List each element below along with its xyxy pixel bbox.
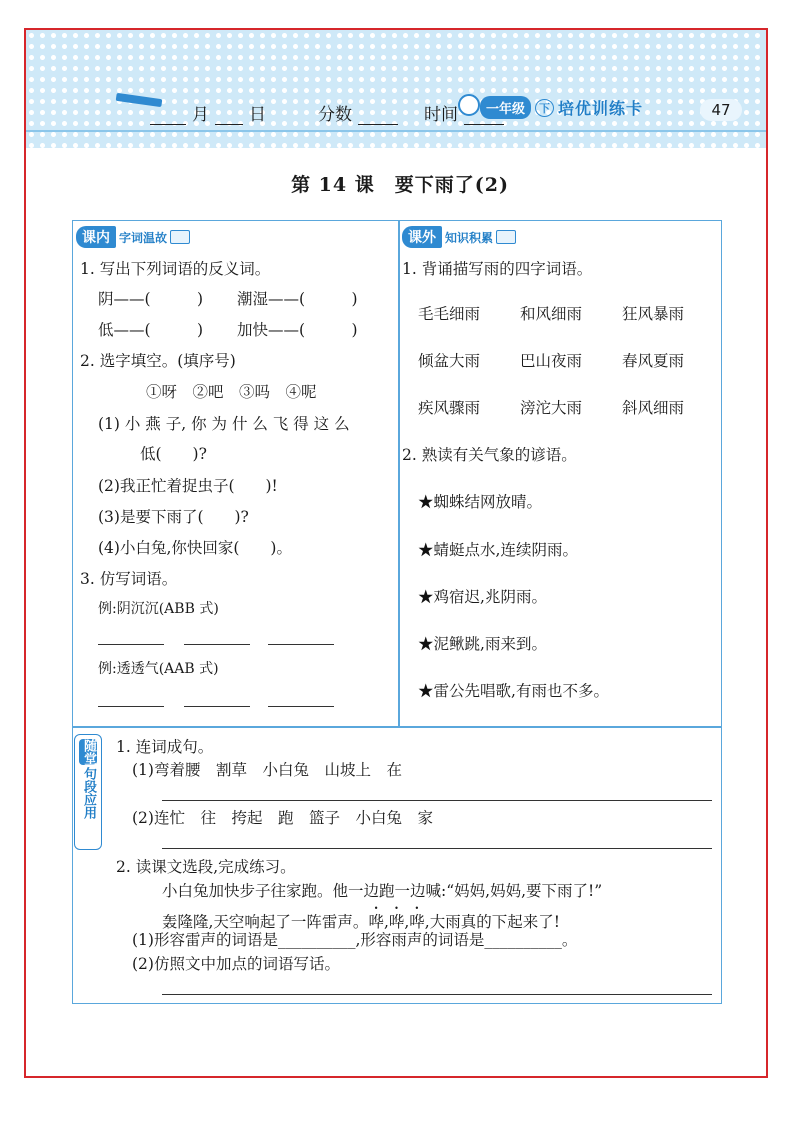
right-q2: 2. 熟读有关气象的谚语。	[402, 446, 577, 464]
q2-item-2: (2)我正忙着捉虫子( )!	[98, 477, 278, 495]
star-icon: ★	[418, 493, 434, 511]
passage-q1: (1)形容雷声的词语是__________,形容雨声的词语是__________。	[132, 931, 578, 949]
brand-title: 培优训练卡	[558, 99, 644, 118]
q2-item-1b: 低( )?	[140, 445, 207, 463]
answer-line[interactable]	[268, 644, 334, 645]
proverb: ★蜻蜓点水,连续阴雨。	[418, 541, 578, 559]
proverb: ★蜘蛛结网放晴。	[418, 493, 543, 511]
rain-word: 滂沱大雨	[520, 399, 583, 417]
rain-word: 毛毛细雨	[418, 305, 481, 323]
right-tag-text: 知识积累	[445, 230, 494, 245]
right-section-tag	[402, 226, 516, 248]
month-blank[interactable]	[150, 110, 186, 125]
left-tag-text: 字词温故	[119, 230, 168, 245]
rain-word: 和风细雨	[520, 305, 583, 323]
page-title: 第 14 课 要下雨了(2)	[291, 174, 509, 196]
left-tag: 课内	[76, 226, 116, 248]
month-label: 月	[192, 105, 209, 125]
day-label: 日	[249, 105, 266, 125]
passage-q2: (2)仿照文中加点的词语写话。	[132, 955, 340, 973]
rain-word: 巴山夜雨	[520, 352, 583, 370]
score-label: 分数	[318, 105, 352, 125]
q3-example-2: 例:透透气(AAB 式)	[98, 661, 219, 677]
q2-item-4: (4)小白兔,你快回家( )。	[98, 539, 292, 557]
answer-line[interactable]	[98, 706, 164, 707]
grade-badge: 一年级	[480, 96, 531, 119]
book-icon	[496, 230, 516, 244]
right-tag: 课外	[402, 226, 442, 248]
grade-sub: 下	[535, 99, 554, 117]
rain-word: 疾风骤雨	[418, 399, 481, 417]
antonym-2b: 加快——( )	[237, 321, 358, 339]
passage-line-2: 轰隆隆,天空响起了一阵雷声。哗,哗,哗,大雨真的下起来了!	[162, 913, 560, 931]
time-label: 时间	[424, 105, 458, 125]
left-q2: 2. 选字填空。(填序号)	[80, 352, 236, 370]
rain-word: 倾盆大雨	[418, 352, 481, 370]
answer-line[interactable]	[162, 994, 712, 995]
book-icon	[170, 230, 190, 244]
rain-word: 春风夏雨	[622, 352, 685, 370]
star-icon: ★	[418, 635, 434, 653]
answer-line[interactable]	[268, 706, 334, 707]
star-icon: ★	[418, 541, 434, 559]
q2-item-1: (1) 小 燕 子, 你 为 什 么 飞 得 这 么	[98, 415, 350, 433]
bottom-q2: 2. 读课文选段,完成练习。	[116, 858, 296, 876]
q3-example-1: 例:阴沉沉(ABB 式)	[98, 601, 219, 617]
proverb: ★泥鳅跳,雨来到。	[418, 635, 547, 653]
left-q1: 1. 写出下列词语的反义词。	[80, 260, 271, 278]
answer-line[interactable]	[184, 644, 250, 645]
sentence-item-2: (2)连忙 往 挎起 跑 篮子 小白兔 家	[132, 809, 433, 827]
proverb: ★鸡宿迟,兆阴雨。	[418, 588, 547, 606]
star-icon: ★	[418, 682, 434, 700]
antonym-1b: 潮湿——( )	[237, 290, 358, 308]
star-icon: ★	[418, 588, 434, 606]
rain-word: 狂风暴雨	[622, 305, 685, 323]
proverb: ★雷公先唱歌,有雨也不多。	[418, 682, 609, 700]
dotted-word: 哗,哗,哗	[368, 913, 425, 931]
left-section-tag	[76, 226, 190, 248]
rain-word: 斜风细雨	[622, 399, 685, 417]
right-q1: 1. 背诵描写雨的四字词语。	[402, 260, 593, 278]
answer-line[interactable]	[162, 848, 712, 849]
brand	[480, 96, 643, 119]
answer-line[interactable]	[98, 644, 164, 645]
answer-line[interactable]	[162, 800, 712, 801]
q2-options: ①呀 ②吧 ③吗 ④呢	[146, 383, 317, 401]
header-meta	[150, 100, 504, 125]
answer-line[interactable]	[184, 706, 250, 707]
left-q3: 3. 仿写词语。	[80, 570, 178, 588]
passage-line-1: 小白兔加快步子往家跑。他一边跑一边喊:“妈妈,妈妈,要下雨了!”	[162, 882, 603, 900]
score-blank[interactable]	[358, 110, 398, 125]
bottom-q1: 1. 连词成句。	[116, 738, 214, 756]
day-blank[interactable]	[215, 110, 243, 125]
side-tag	[74, 734, 102, 850]
q2-item-3: (3)是要下雨了( )?	[98, 508, 249, 526]
antonym-1a: 阴——( )	[98, 290, 204, 308]
clock-icon	[458, 94, 480, 116]
sentence-item-1: (1)弯着腰 割草 小白兔 山坡上 在	[132, 761, 402, 779]
page-number: 47	[700, 99, 742, 121]
side-tag-bottom: 句段应用	[81, 767, 96, 819]
side-tag-top: 随堂	[81, 739, 96, 765]
antonym-2a: 低——( )	[98, 321, 204, 339]
